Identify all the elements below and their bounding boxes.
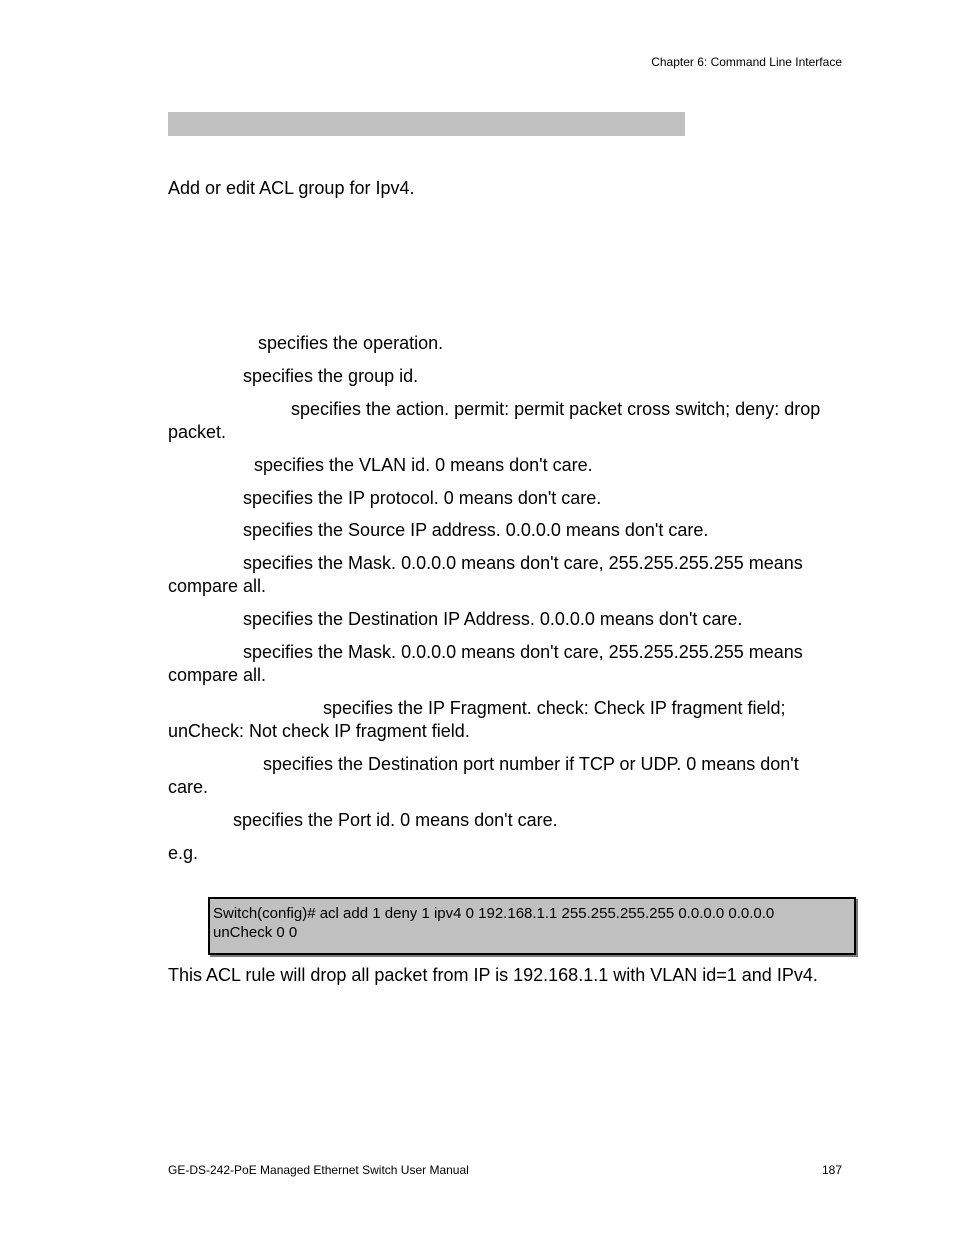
parameter-item (168, 608, 828, 631)
code-line-2: unCheck 0 0 (213, 924, 298, 941)
parameter-description: specifies the Source IP address. 0.0.0.0 means don't care. (243, 520, 709, 540)
parameter-item (168, 454, 828, 477)
parameter-description: specifies the Destination IP Address. 0.0.0.0 means don't care. (243, 609, 743, 629)
parameter-description: specifies the VLAN id. 0 means don't care. (254, 455, 593, 475)
parameter-description: specifies the IP Fragment. check: Check IP fragment field; unCheck: Not check IP fragment field. (168, 698, 786, 741)
parameter-description: specifies the IP protocol. 0 means don't care. (243, 488, 602, 508)
example-summary: This ACL rule will drop all packet from IP is 192.168.1.1 with VLAN id=1 and IPv4. (168, 965, 818, 985)
parameter-description: specifies the action. permit: permit packet cross switch; deny: drop packet. (168, 399, 821, 442)
code-line-1: Switch(config)# acl add 1 deny 1 ipv4 0 192.168.1.1 255.255.255.255 0.0.0.0 0.0.0.0 (213, 905, 775, 922)
command-description: Add or edit ACL group for Ipv4. (168, 178, 415, 198)
parameter-item (168, 753, 828, 799)
parameter-description: specifies the operation. (258, 333, 444, 353)
parameter-item (168, 398, 828, 444)
parameter-item (168, 365, 828, 388)
code-example-box (208, 897, 856, 955)
page-number: 187 (821, 1163, 842, 1177)
example-label: e.g. (168, 843, 199, 863)
parameter-description: specifies the Destination port number if TCP or UDP. 0 means don't care. (168, 754, 799, 797)
parameter-item (168, 519, 828, 542)
parameter-item (168, 487, 828, 510)
parameter-item (168, 332, 828, 355)
parameter-item (168, 552, 828, 598)
parameter-item (168, 697, 828, 743)
footer-manual-title: GE-DS-242-PoE Managed Ethernet Switch User Manual (168, 1163, 469, 1177)
parameter-description: specifies the Port id. 0 means don't care. (233, 810, 558, 830)
section-heading-bar (168, 112, 685, 136)
parameter-description: specifies the Mask. 0.0.0.0 means don't care, 255.255.255.255 means compare all. (168, 553, 803, 596)
parameter-description: specifies the Mask. 0.0.0.0 means don't care, 255.255.255.255 means compare all. (168, 642, 803, 685)
parameter-item (168, 641, 828, 687)
running-header: Chapter 6: Command Line Interface (651, 55, 842, 69)
parameter-item (168, 809, 828, 832)
parameter-description: specifies the group id. (243, 366, 419, 386)
